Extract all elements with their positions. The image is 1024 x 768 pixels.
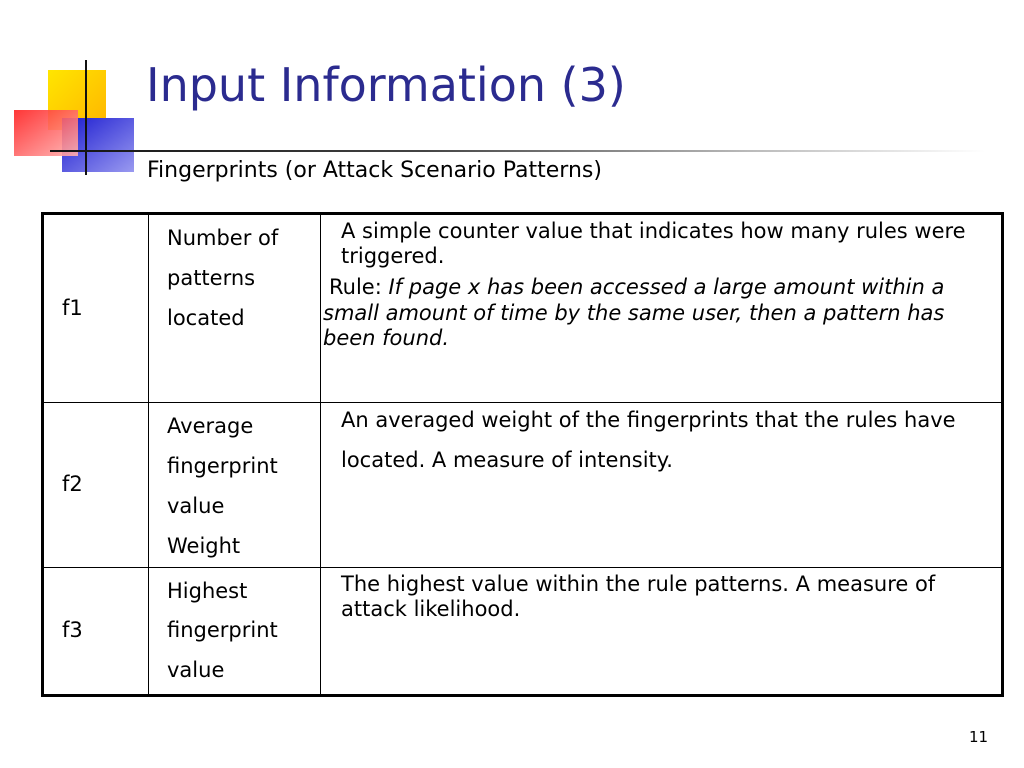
- row-description: [321, 214, 1003, 403]
- description-text: A simple counter value that indicates how many rules were triggered.: [341, 219, 966, 269]
- row-name-line: Weight: [167, 533, 241, 558]
- row-name: [149, 567, 321, 695]
- rule-text: [323, 275, 991, 351]
- decorative-squares-logo: [0, 0, 140, 180]
- page-subtitle: Fingerprints (or Attack Scenario Patterns): [147, 158, 602, 183]
- row-name-line: fingerprint: [167, 453, 278, 478]
- table-row: [43, 403, 1003, 568]
- rule-label: Rule:: [329, 275, 382, 300]
- row-description: [321, 567, 1003, 695]
- row-name-line: located: [167, 305, 245, 330]
- rule-body: If page x has been accessed a large amount within a small amount of time by the same user, then a pattern has been found.: [323, 275, 945, 350]
- row-name-line: Highest: [167, 578, 248, 603]
- row-description: [321, 403, 1003, 568]
- page-number: 11: [969, 728, 989, 746]
- row-name: [149, 214, 321, 403]
- description-text: An averaged weight of the fingerprints that the rules have located. A measure of intensity.: [341, 408, 956, 472]
- row-name-line: value: [167, 493, 225, 518]
- table-row: [43, 214, 1003, 403]
- description-text: The highest value within the rule patterns. A measure of attack likelihood.: [341, 571, 936, 621]
- fingerprints-table: [41, 212, 1004, 697]
- row-name-line: Average: [167, 414, 254, 438]
- row-name: [149, 403, 321, 568]
- row-name-line: patterns: [167, 265, 256, 290]
- row-name-line: Number of: [167, 226, 279, 250]
- title-divider: [50, 150, 985, 152]
- row-name-line: fingerprint: [167, 618, 278, 643]
- row-name-line: value: [167, 658, 225, 683]
- row-id: f1: [43, 214, 149, 403]
- page-title: Input Information (3): [146, 58, 626, 112]
- row-id: f3: [43, 567, 149, 695]
- row-id: f2: [43, 403, 149, 568]
- table-row: [43, 567, 1003, 695]
